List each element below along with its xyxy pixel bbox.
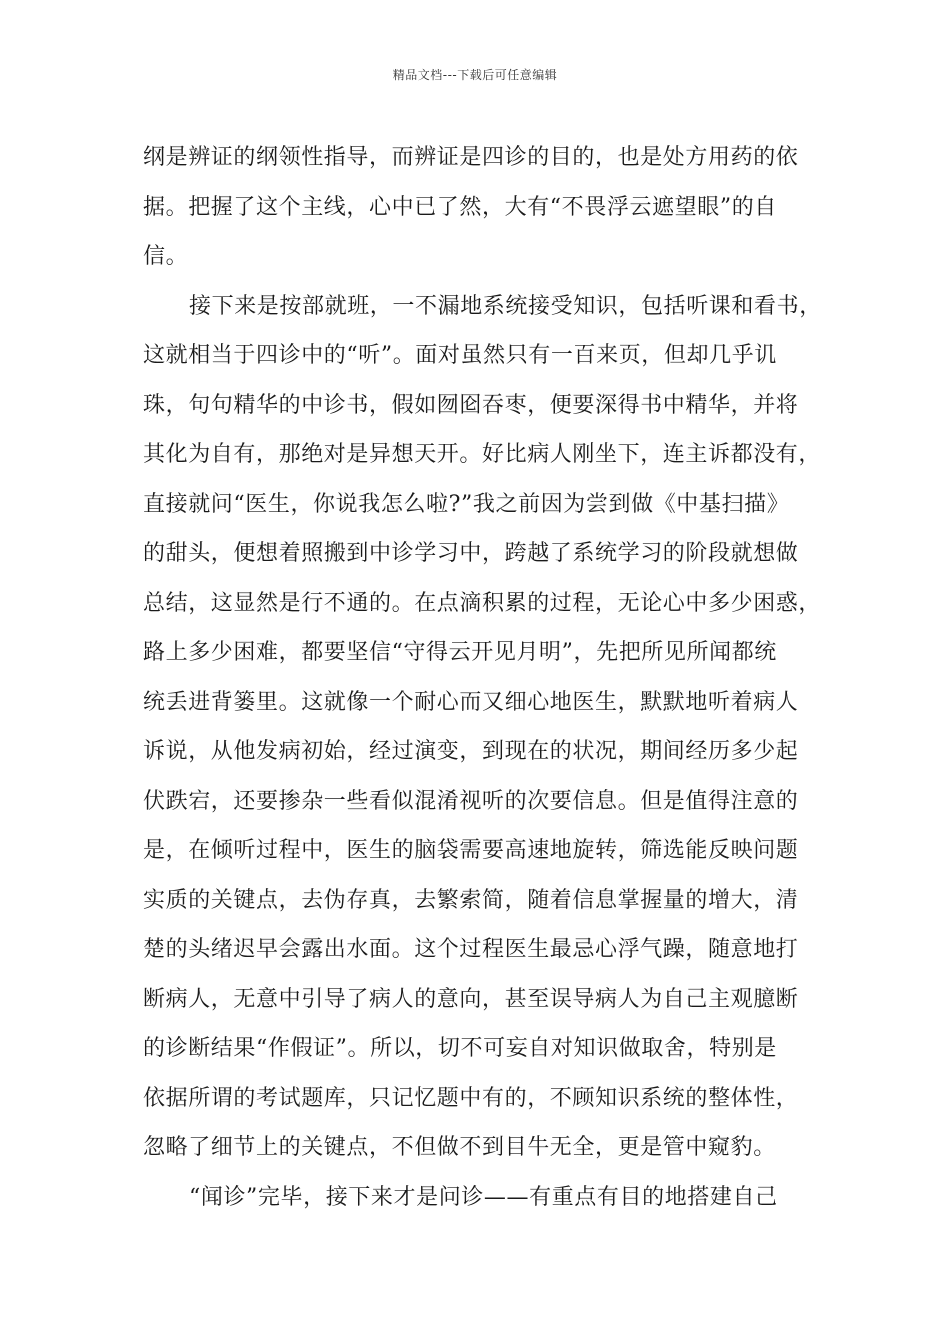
text-line: 是，在倾听过程中，医生的脑袋需要高速地旋转，筛选能反映问题 <box>143 838 799 863</box>
text-line: 其化为自有，那绝对是异想天开。好比病人刚坐下，连主诉都没有， <box>143 442 822 467</box>
text-line: 直接就问“医生，你说我怎么啦?”我之前因为尝到做《中基扫描》 <box>143 491 790 517</box>
text-line: 忽略了细节上的关键点，不但做不到目牛无全，更是管中窥豹。 <box>143 1135 776 1160</box>
text-line: 珠，句句精华的中诊书，假如囫囵吞枣，便要深得书中精华，并将 <box>143 392 799 418</box>
text-line: 实质的关键点，去伪存真，去繁索简，随着信息掌握量的增大，清 <box>143 887 799 913</box>
text-line: 信。 <box>143 244 189 269</box>
text-line: 诉说，从他发病初始，经过演变，到现在的状况，期间经历多少起 <box>143 739 799 764</box>
text-line: 的甜头，便想着照搬到中诊学习中，跨越了系统学习的阶段就想做 <box>143 541 799 566</box>
text-line: 的诊断结果“作假证”。所以，切不可妄自对知识做取舍，特别是 <box>143 1036 777 1061</box>
text-line: 伏跌宕，还要掺杂一些看似混淆视听的次要信息。但是值得注意的 <box>143 788 799 814</box>
page-header: 精品文档---下载后可任意编辑 <box>392 68 558 82</box>
text-line: 这就相当于四诊中的“听”。面对虽然只有一百来页，但却几乎讥 <box>143 343 777 368</box>
text-line: 依据所谓的考试题库，只记忆题中有的，不顾知识系统的整体性， <box>143 1085 799 1111</box>
text-line: 总结，这显然是行不通的。在点滴积累的过程，无论心中多少困惑， <box>143 590 822 616</box>
text-line: “闻诊”完毕，接下来才是问诊——有重点有目的地搭建自己 <box>189 1184 778 1210</box>
text-line: 纲是辨证的纲领性指导，而辨证是四诊的目的，也是处方用药的依 <box>143 145 799 170</box>
text-line: 路上多少困难，都要坚信“守得云开见月明”，先把所见所闻都统 <box>143 640 777 665</box>
text-line: 楚的头绪迟早会露出水面。这个过程医生最忌心浮气躁，随意地打 <box>143 937 799 962</box>
body-text <box>143 133 822 1222</box>
text-line: 接下来是按部就班，一不漏地系统接受知识，包括听课和看书， <box>189 293 822 319</box>
text-line: 统丢进背篓里。这就像一个耐心而又细心地医生，默默地听着病人 <box>143 689 799 715</box>
text-line: 据。把握了这个主线，心中已了然，大有“不畏浮云遮望眼”的自 <box>143 194 777 220</box>
text-line: 断病人，无意中引导了病人的意向，甚至误导病人为自己主观臆断 <box>143 986 799 1012</box>
